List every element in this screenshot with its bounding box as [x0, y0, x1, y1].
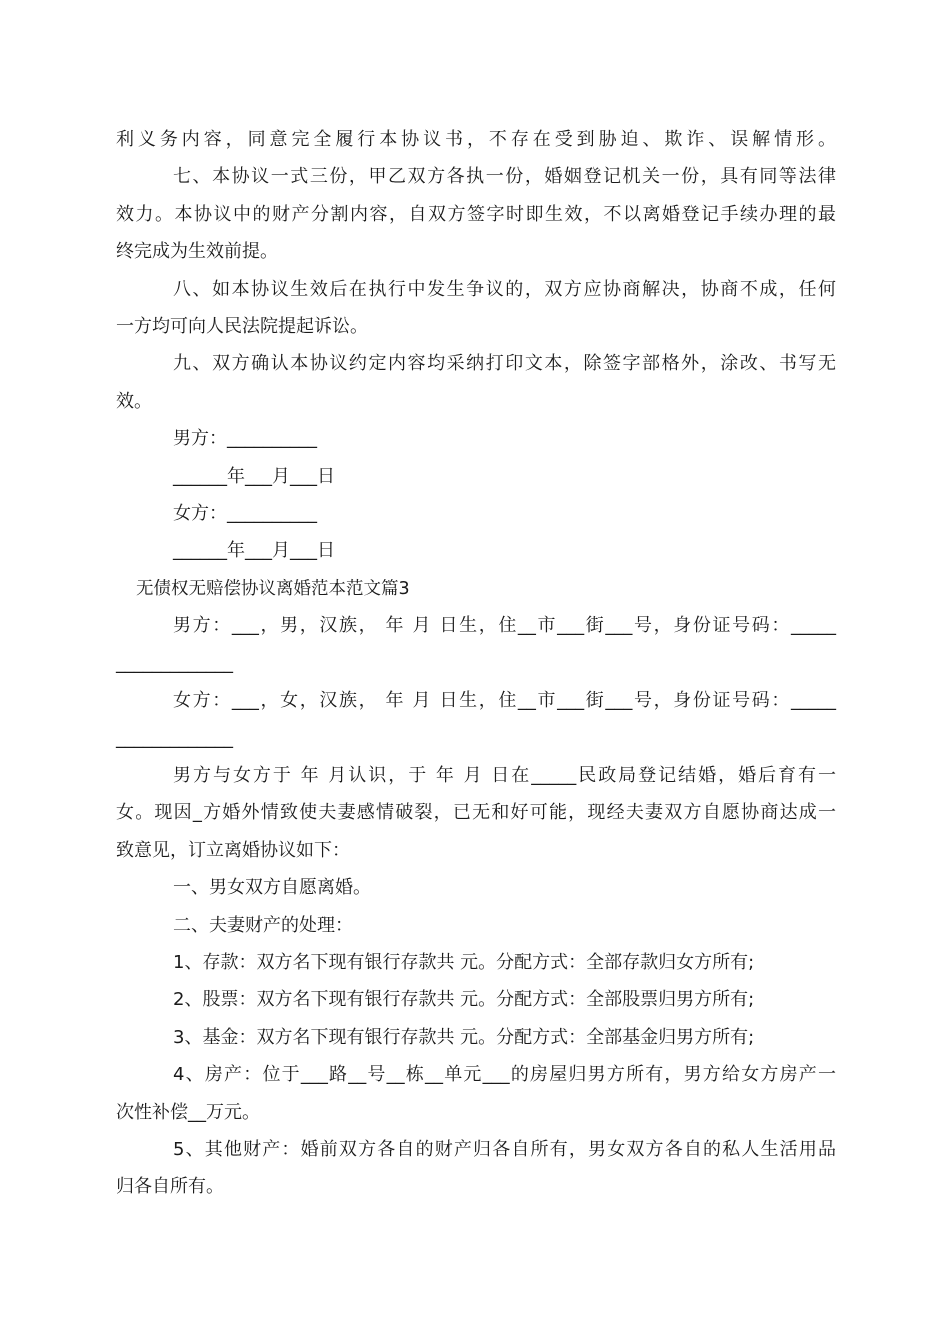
paragraph-line: 效力。本协议中的财产分割内容，自双方签字时即生效，不以离婚登记手续办理的最 — [116, 204, 836, 225]
intro-line: 男方与女方于 年 月认识，于 年 月 日在_____民政局登记结婚，婚后育有一 — [173, 765, 836, 786]
id-blank-line: _____________ — [116, 653, 233, 674]
female-signature-line: 女方：__________ — [173, 503, 317, 524]
clause-9-line: 九、双方确认本协议约定内容均采纳打印文本，除签字部格外，涂改、书写无 — [173, 353, 836, 374]
paragraph-line: 一方均可向人民法院提起诉讼。 — [116, 316, 368, 337]
paragraph-line: 归各自所有。 — [116, 1176, 224, 1197]
clause-1-line: 一、男女双方自愿离婚。 — [173, 877, 371, 898]
stock-item: 2、股票：双方名下现有银行存款共 元。分配方式：全部股票归男方所有; — [173, 989, 755, 1010]
paragraph-line: 致意见，订立离婚协议如下： — [116, 840, 350, 861]
fund-item: 3、基金：双方名下现有银行存款共 元。分配方式：全部基金归男方所有; — [173, 1027, 755, 1048]
male-info-line: 男方：___，男，汉族， 年 月 日生，住__市___街___号，身份证号码：_____ — [173, 615, 836, 636]
id-blank-line: _____________ — [116, 728, 233, 749]
other-property-item: 5、其他财产：婚前双方各自的财产归各自所有，男女双方各自的私人生活用品 — [173, 1139, 836, 1160]
male-signature-line: 男方：__________ — [173, 428, 317, 449]
property-item: 4、房产：位于___路__号__栋__单元___的房屋归男方所有，男方给女方房产一 — [173, 1064, 836, 1085]
paragraph-line: 利义务内容，同意完全履行本协议书，不存在受到胁迫、欺诈、误解情形。 — [116, 129, 836, 150]
paragraph-line: 女。现因_方婚外情致使夫妻感情破裂，已无和好可能，现经夫妻双方自愿协商达成一 — [116, 802, 836, 823]
clause-7-line: 七、本协议一式三份，甲乙双方各执一份，婚姻登记机关一份，具有同等法律 — [173, 166, 836, 187]
paragraph-line: 次性补偿__万元。 — [116, 1102, 260, 1123]
paragraph-line: 终完成为生效前提。 — [116, 241, 278, 262]
male-date-line: ______年___月___日 — [173, 466, 335, 487]
female-date-line: ______年___月___日 — [173, 540, 335, 561]
clause-8-line: 八、如本协议生效后在执行中发生争议的，双方应协商解决，协商不成，任何 — [173, 279, 836, 300]
paragraph-line: 效。 — [116, 391, 152, 412]
section-heading: 无债权无赔偿协议离婚范本范文篇3 — [136, 579, 410, 599]
deposit-item: 1、存款：双方名下现有银行存款共 元。分配方式：全部存款归女方所有; — [173, 952, 755, 973]
clause-2-line: 二、夫妻财产的处理： — [173, 915, 353, 936]
female-info-line: 女方：___，女，汉族， 年 月 日生，住__市___街___号，身份证号码：_____ — [173, 690, 836, 711]
